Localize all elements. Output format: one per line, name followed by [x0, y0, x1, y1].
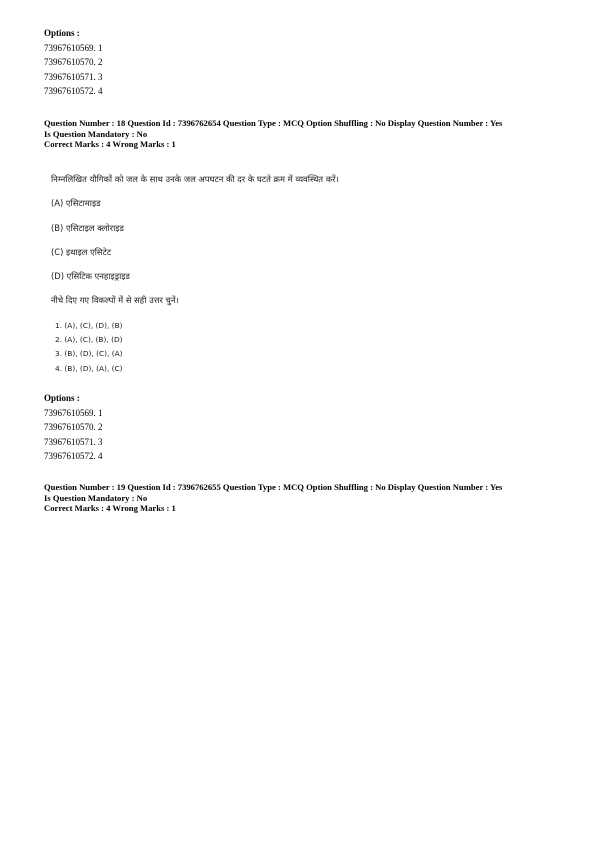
option-line: 73967610570. 2 [44, 422, 103, 432]
question-item: (B) एसिटाइल क्लोराइड [51, 223, 124, 233]
option-line: 73967610571. 3 [44, 437, 103, 447]
question-marks-line: Correct Marks : 4 Wrong Marks : 1 [44, 503, 176, 513]
question-mandatory-line: Is Question Mandatory : No [44, 492, 148, 503]
options-heading: Options : [44, 393, 80, 403]
question-meta-line: Question Number : 19 Question Id : 7396762655 Question Type : MCQ Option Shuffling : No Display Question Number : Yes [44, 482, 503, 492]
question-marks-line: Correct Marks : 4 Wrong Marks : 1 [44, 139, 176, 149]
options-heading: Options : [44, 28, 80, 38]
question-item: (C) इथाइल एसिटेट [51, 247, 112, 257]
question-text: निम्नलिखित यौगिकों को जल के साथ उनके जल अपघटन की दर के घटते क्रम में व्यवस्थित करें। [51, 174, 339, 184]
option-line: 73967610572. 4 [44, 86, 103, 96]
question-item: (A) एसिटामाइड [51, 198, 101, 208]
question-instruction: नीचे दिए गए विकल्पों में से सही उत्तर चुनें। [51, 295, 179, 305]
answer-choice: 1. (A), (C), (D), (B) [55, 321, 123, 330]
option-line: 73967610569. 1 [44, 43, 103, 53]
answer-choice: 4. (B), (D), (A), (C) [55, 364, 123, 373]
option-line: 73967610571. 3 [44, 72, 103, 82]
question-mandatory-line: Is Question Mandatory : No [44, 128, 148, 139]
option-line: 73967610572. 4 [44, 451, 103, 461]
option-line: 73967610570. 2 [44, 57, 103, 67]
question-meta-line: Question Number : 18 Question Id : 7396762654 Question Type : MCQ Option Shuffling : No Display Question Number : Yes [44, 118, 503, 128]
question-18-header [44, 118, 564, 150]
answer-choice: 3. (B), (D), (C), (A) [55, 349, 123, 358]
question-19-header [44, 482, 564, 514]
question-item: (D) एसिटिक एनहाइड्राइड [51, 271, 130, 281]
option-line: 73967610569. 1 [44, 408, 103, 418]
answer-choice: 2. (A), (C), (B), (D) [55, 335, 123, 344]
